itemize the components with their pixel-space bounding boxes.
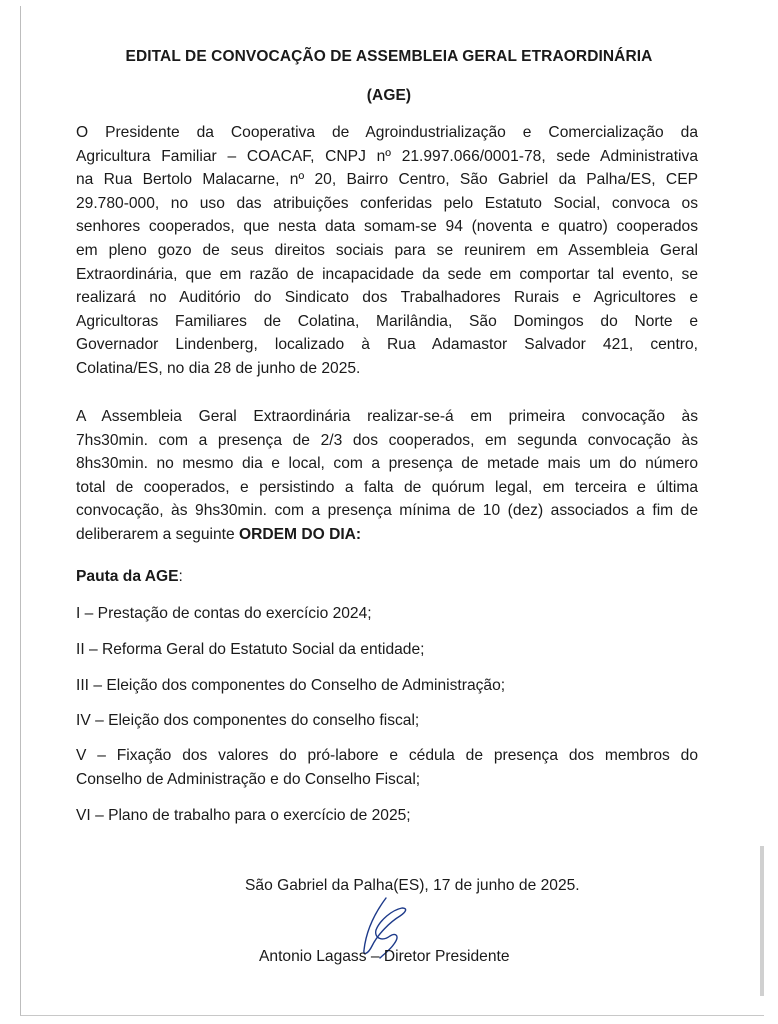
schedule-paragraph <box>76 405 698 547</box>
place-and-date: São Gabriel da Palha(ES), 17 de junho de 2025. <box>245 877 580 894</box>
paragraph-line: Governador Lindenberg, localizado à Rua Adamastor Salvador 421, centro, <box>76 336 698 354</box>
agenda-label-text: Pauta da AGE <box>76 568 179 585</box>
paragraph-line <box>76 523 698 547</box>
paragraph-line: 7hs30min. com a presença de 2/3 dos cooperados, em segunda convocação às <box>76 431 698 449</box>
paragraph-line: O Presidente da Cooperativa de Agroindustrialização e Comercialização da <box>76 124 698 141</box>
paragraph-line: em pleno gozo de seus direitos sociais para se reunirem em Assembleia Geral <box>76 241 698 259</box>
agenda-item-text: IV – Eleição dos componentes do conselho fiscal; <box>76 712 420 729</box>
agenda-label <box>76 568 183 586</box>
convocation-paragraph <box>76 121 698 381</box>
agenda-heading: ORDEM DO DIA: <box>238 525 362 543</box>
page-edge-shadow <box>760 846 764 996</box>
paragraph-line: convocação, às 9hs30min. com a presença mínima de 10 (dez) associados a fim de <box>76 502 698 520</box>
paragraph-line-text: deliberarem a seguinte <box>76 525 239 543</box>
paragraph-line: na Rua Bertolo Malacarne, nº 20, Bairro Centro, São Gabriel da Palha/ES, CEP <box>76 171 698 189</box>
paragraph-line: senhores cooperados, que nesta data somam-se 94 (noventa e quatro) cooperados <box>76 218 698 236</box>
agenda-item-text: VI – Plano de trabalho para o exercício de 2025; <box>76 807 411 824</box>
document-title: EDITAL DE CONVOCAÇÃO DE ASSEMBLEIA GERAL ETRAORDINÁRIA <box>125 48 653 65</box>
paragraph-line: 8hs30min. no mesmo dia e local, com a presença de metade mais um do número <box>76 455 698 473</box>
agenda-item-text: Conselho de Administração e do Conselho Fiscal; <box>76 770 421 788</box>
agenda-item-text: II – Reforma Geral do Estatuto Social da entidade; <box>76 641 425 658</box>
agenda-label-colon: : <box>178 568 183 585</box>
agenda-item-2 <box>76 638 698 662</box>
paragraph-line: realizará no Auditório do Sindicato dos Trabalhadores Rurais e Agricultores e <box>76 289 698 307</box>
paragraph-line: Extraordinária, que em razão de incapacidade da sede em comportar tal evento, se <box>76 265 698 283</box>
agenda-item-3 <box>76 674 698 698</box>
paragraph-line: A Assembleia Geral Extraordinária realizar-se-á em primeira convocação às <box>76 408 698 425</box>
agenda-item-text: V – Fixação dos valores do pró-labore e cédula de presença dos membros do <box>76 747 698 764</box>
signatory-name: Antonio Lagass – Diretor Presidente <box>259 948 510 965</box>
paragraph-line: Agricultura Familiar – COACAF, CNPJ nº 21.997.066/0001-78, sede Administrativa <box>76 147 698 165</box>
agenda-item-text: III – Eleição dos componentes do Conselho de Administração; <box>76 677 506 694</box>
paragraph-line: Agricultoras Familiares de Colatina, Marilândia, São Domingos do Norte e <box>76 312 698 330</box>
agenda-item-6 <box>76 804 698 828</box>
agenda-item-text: I – Prestação de contas do exercício 2024; <box>76 605 372 622</box>
paragraph-line: Colatina/ES, no dia 28 de junho de 2025. <box>76 359 361 377</box>
document-subtitle: (AGE) <box>366 87 412 104</box>
agenda-item-1 <box>76 602 698 626</box>
agenda-item-5 <box>76 744 698 791</box>
agenda-item-4 <box>76 709 698 733</box>
paragraph-line: 29.780-000, no uso das atribuições conferidas pelo Estatuto Social, convoca os <box>76 194 698 212</box>
paragraph-line: total de cooperados, e persistindo a falta de quórum legal, em terceira e última <box>76 478 698 496</box>
